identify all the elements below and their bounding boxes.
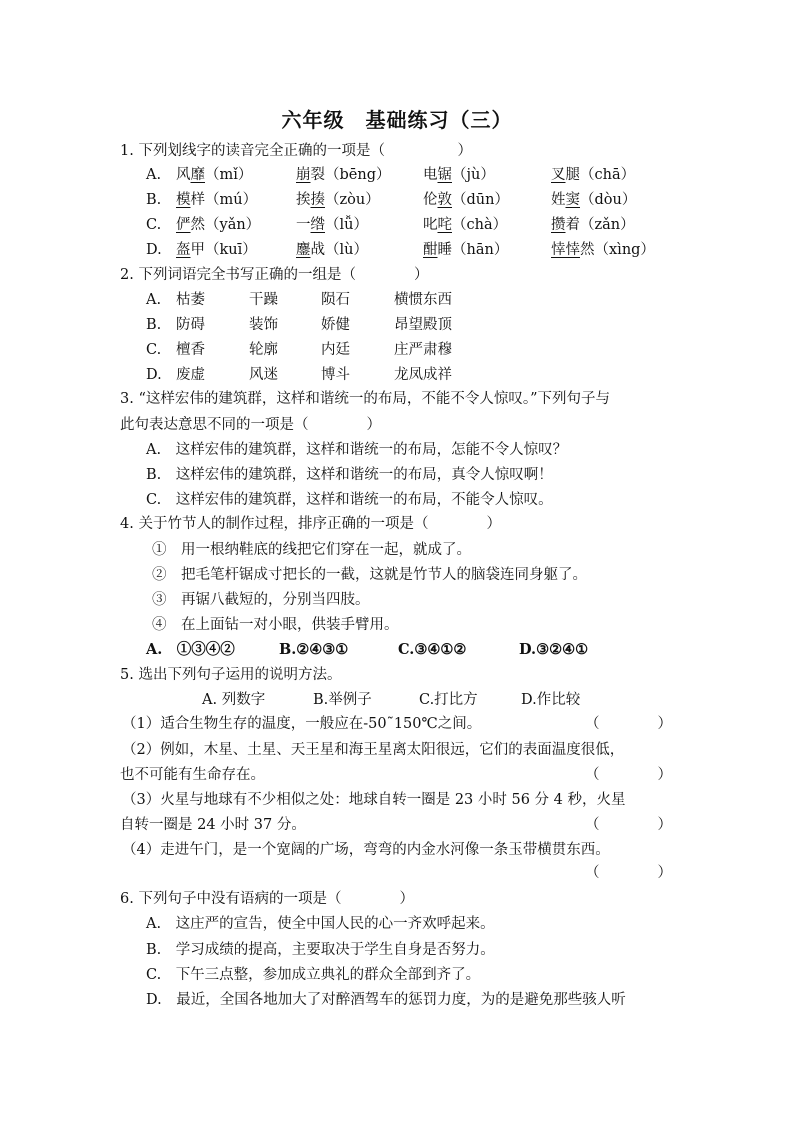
q1-word	[296, 164, 390, 186]
q3-option-label: B.	[146, 467, 162, 483]
q1-word-suffix: （mǐ）	[205, 167, 253, 183]
q6-option-label: C.	[146, 967, 162, 983]
q6-option-text: 学习成绩的提高，主要取决于学生自身是否努力。	[175, 942, 495, 958]
q1-stem: 1. 下列划线字的读音完全正确的一项是（ ）	[120, 143, 472, 159]
q1-underlined-char: 酣	[423, 242, 438, 258]
q1-word-suffix: 腿（chā）	[565, 167, 636, 183]
q5-method-c: C.打比方	[419, 692, 478, 708]
q1-word	[551, 164, 635, 186]
q4-answer-c: C.③④①②	[398, 641, 467, 658]
q2-word: 横惯东西	[394, 292, 452, 308]
q1-underlined-char: 崩	[296, 167, 311, 183]
q6-stem: 6. 下列句子中没有语病的一项是（ ）	[120, 891, 414, 907]
q1-underlined-char: 绺	[310, 217, 325, 233]
q1-underlined-char: 模	[176, 192, 191, 208]
q1-word-suffix: 然（xìng）	[580, 242, 655, 258]
q5-method-d: D.作比较	[521, 692, 581, 708]
q1-word-suffix: 然（yǎn）	[190, 217, 261, 233]
q3-stem-line1: 3. “这样宏伟的建筑群，这样和谐统一的布局，不能不令人惊叹。”下列句子与	[120, 391, 611, 407]
q4-answer-d: D.③②④①	[519, 641, 589, 658]
q2-word: 陨石	[321, 292, 350, 308]
q2-word: 装饰	[249, 317, 278, 333]
q1-word-suffix: （zòu）	[325, 192, 380, 208]
q1-word-suffix: （dūn）	[452, 192, 509, 208]
q1-option-label: D.	[146, 242, 162, 258]
q4-step-label: ④	[152, 617, 167, 633]
q1-word	[296, 189, 380, 211]
q4-step-label: ①	[152, 542, 167, 558]
q1-underlined-char: 敦	[437, 192, 452, 208]
q1-word-suffix: （jù）	[452, 167, 495, 183]
q5-answer-blank-4[interactable]: （ ）	[585, 865, 672, 881]
q4-step-label: ③	[152, 592, 167, 608]
q5-sentence-2a: （2）例如，木星、土星、天王星和海王星离太阳很远，它们的表面温度很低，	[122, 742, 625, 758]
q1-word-suffix: 睡（hān）	[437, 242, 509, 258]
q1-underlined-char: 窦	[565, 192, 580, 208]
q1-word	[423, 189, 509, 211]
q4-step-text: 用一根纳鞋底的线把它们穿在一起，就成了。	[181, 542, 471, 558]
q1-underlined-char: 靡	[190, 167, 205, 183]
q1-word-suffix: 样（mú）	[190, 192, 258, 208]
q1-word	[423, 239, 508, 261]
q5-answer-blank-3[interactable]: （ ）	[585, 817, 672, 833]
q5-method-a: A. 列数字	[202, 692, 266, 708]
q1-word-prefix: 一	[296, 217, 311, 233]
q2-option-label: D.	[146, 367, 162, 383]
q1-word-suffix: （lǚ）	[325, 217, 368, 233]
q1-word	[176, 214, 260, 236]
q1-word-suffix: 着（zǎn）	[565, 217, 635, 233]
page-title: 六年级 基础练习（三）	[281, 108, 513, 132]
q5-sentence-3a: （3）火星与地球有不少相似之处：地球自转一圈是 23 小时 56 分 4 秒，火星	[122, 792, 626, 808]
q1-word-prefix: 挨	[296, 192, 311, 208]
q2-word: 博斗	[321, 367, 350, 383]
q6-option-a	[146, 913, 495, 935]
q4-step-2	[152, 564, 587, 586]
q1-word	[176, 239, 257, 261]
q1-word	[176, 164, 252, 186]
q4-step-text: 在上面钻一对小眼，供装手臂用。	[181, 617, 399, 633]
q2-word: 枯萎	[176, 292, 205, 308]
q5-sentence-3b: 自转一圈是 24 小时 37 分。	[120, 817, 306, 833]
q3-option-label: C.	[146, 492, 162, 508]
q1-word-prefix: 姓	[551, 192, 566, 208]
q2-word: 昂望殿顶	[394, 317, 452, 333]
q4-answer-b: B.②④③①	[279, 641, 349, 658]
q4-step-3	[152, 589, 370, 611]
q4-step-4	[152, 614, 399, 636]
q1-word-suffix: 甲（kuī）	[190, 242, 257, 258]
q2-word: 檀香	[176, 342, 205, 358]
q2-word: 娇健	[321, 317, 350, 333]
q1-underlined-char: 鏖	[296, 242, 311, 258]
q1-word	[296, 239, 368, 261]
q6-option-label: D.	[146, 992, 162, 1008]
q3-option-a	[146, 439, 567, 461]
q1-word-prefix: 叱	[423, 217, 438, 233]
q1-underlined-char: 攒	[551, 217, 566, 233]
q3-option-text: 这样宏伟的建筑群，这样和谐统一的布局，真令人惊叹啊！	[175, 467, 553, 483]
q3-option-label: A.	[146, 442, 162, 458]
q2-word: 风迷	[249, 367, 278, 383]
q2-option-label: B.	[146, 317, 162, 333]
q2-word: 防碍	[176, 317, 205, 333]
q6-option-text: 最近，全国各地加大了对醉酒驾车的惩罚力度，为的是避免那些骇人听	[176, 992, 626, 1008]
q3-option-text: 这样宏伟的建筑群，这样和谐统一的布局，怎能不令人惊叹？	[175, 442, 568, 458]
q6-option-text: 下午三点整，参加成立典礼的群众全部到齐了。	[175, 967, 481, 983]
q3-option-c	[146, 489, 553, 511]
q4-stem: 4. 关于竹节人的制作过程，排序正确的一项是（ ）	[120, 516, 501, 532]
q3-option-text: 这样宏伟的建筑群，这样和谐统一的布局，不能令人惊叹。	[175, 492, 553, 508]
q1-word-suffix: （dòu）	[580, 192, 637, 208]
q2-word: 内廷	[321, 342, 350, 358]
q1-option-label: B.	[146, 192, 162, 208]
q1-word	[296, 214, 368, 236]
q1-word	[551, 239, 655, 261]
q5-answer-blank-1[interactable]: （ ）	[585, 716, 672, 732]
q6-option-c	[146, 964, 480, 986]
q1-word	[551, 189, 636, 211]
q1-word	[551, 214, 635, 236]
q1-word	[423, 214, 507, 236]
q6-option-d	[146, 989, 626, 1011]
q1-underlined-char: 盔	[176, 242, 191, 258]
q1-underlined-char: 揍	[310, 192, 325, 208]
q1-word-suffix: （chà）	[452, 217, 508, 233]
q4-step-text: 把毛笔杆锯成寸把长的一截，这就是竹节人的脑袋连同身躯了。	[181, 567, 587, 583]
q1-underlined-char: 咤	[437, 217, 452, 233]
q5-method-b: B.举例子	[313, 692, 372, 708]
q5-sentence-4: （4）走进午门，是一个宽阔的广场，弯弯的内金水河像一条玉带横贯东西。	[122, 842, 610, 858]
q2-word: 龙凤成祥	[394, 367, 452, 383]
q5-answer-blank-2[interactable]: （ ）	[585, 767, 672, 783]
q6-option-text: 这庄严的宣告，使全中国人民的心一齐欢呼起来。	[175, 916, 495, 932]
q1-word-prefix: 伦	[423, 192, 438, 208]
q3-stem-line2: 此句表达意思不同的一项是（ ）	[120, 417, 381, 433]
q5-sentence-2b: 也不可能有生命存在。	[120, 767, 265, 783]
q1-underlined-char: 俨	[176, 217, 191, 233]
q1-underlined-char: 悻悻	[551, 242, 580, 258]
q1-underlined-char: 锯	[437, 167, 452, 183]
q2-word: 轮廓	[249, 342, 278, 358]
q5-sentence-1: （1）适合生物生存的温度，一般应在-50˜150℃之间。	[122, 716, 482, 732]
q1-underlined-char: 叉	[551, 167, 566, 183]
q2-option-label: A.	[146, 292, 162, 308]
q4-step-1	[152, 539, 471, 561]
q6-option-label: B.	[146, 942, 162, 958]
q1-option-label: C.	[146, 217, 162, 233]
q1-word	[176, 189, 257, 211]
q1-option-label: A.	[146, 167, 162, 183]
q6-option-label: A.	[146, 916, 162, 932]
q1-word-prefix: 电	[423, 167, 438, 183]
q4-answer-a: A. ①③④②	[146, 641, 235, 658]
q1-word-suffix: 裂（bēng）	[310, 167, 391, 183]
q3-option-b	[146, 464, 553, 486]
q6-option-b	[146, 939, 495, 961]
q5-stem: 5. 选出下列句子运用的说明方法。	[120, 667, 342, 683]
q2-stem: 2. 下列词语完全书写正确的一组是（ ）	[120, 267, 429, 283]
q2-word: 干躁	[249, 292, 278, 308]
q2-word: 废虚	[176, 367, 205, 383]
q2-option-label: C.	[146, 342, 162, 358]
q4-step-label: ②	[152, 567, 167, 583]
q1-word-prefix: 风	[176, 167, 191, 183]
q2-word: 庄严肃穆	[394, 342, 452, 358]
q1-word-suffix: 战（lù）	[310, 242, 368, 258]
q4-step-text: 再锯八截短的，分别当四肢。	[181, 592, 370, 608]
q1-word	[423, 164, 495, 186]
